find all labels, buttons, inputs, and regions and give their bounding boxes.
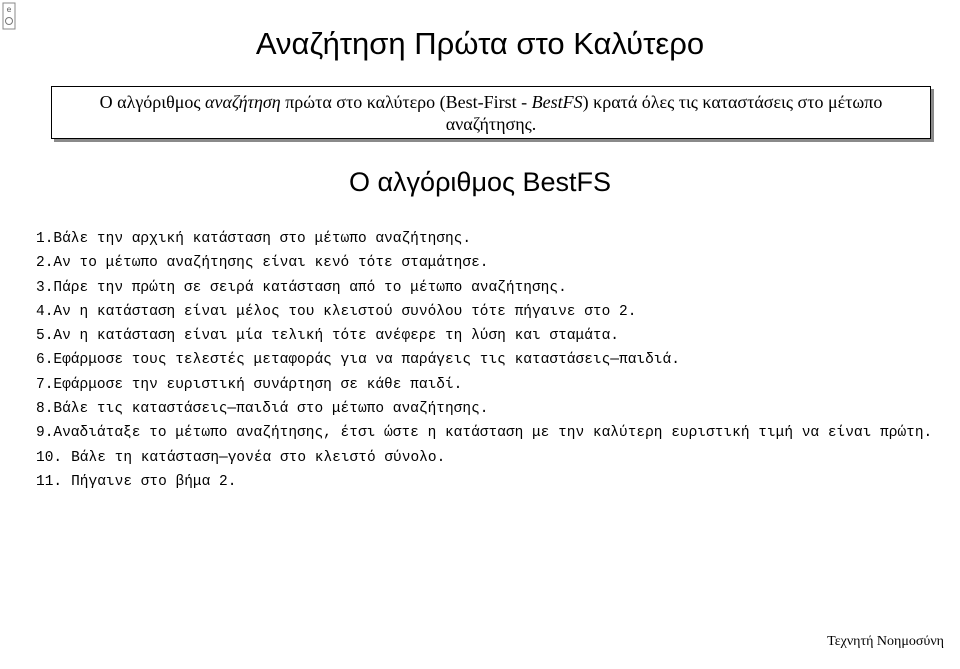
step-number: 10.: [36, 449, 63, 466]
intro-text-1: Ο αλγόριθμος: [99, 92, 205, 112]
step-number: 2.: [36, 255, 54, 272]
algorithm-heading: Ο αλγόριθμος BestFS: [348, 167, 612, 197]
step-number: 11.: [36, 473, 63, 490]
list-item: [36, 421, 950, 445]
list-item: [36, 446, 950, 470]
list-item: [36, 373, 950, 397]
list-item: [36, 397, 950, 421]
step-text: Βάλε τις καταστάσεις—παιδιά στο μέτωπο αναζήτησης.: [53, 401, 489, 418]
intro-text-2: αναζήτηση: [205, 92, 281, 112]
intro-text-4: BestFS: [531, 92, 583, 112]
footer-course-name: Τεχνητή Νοημοσύνη: [827, 634, 944, 649]
list-item: [36, 276, 950, 300]
step-number: 7.: [36, 376, 54, 393]
step-number: 6.: [36, 352, 54, 369]
step-text: Αν η κατάσταση είναι μία τελική τότε ανέφερε τη λύση και σταμάτα.: [53, 328, 619, 345]
step-text: Βάλε τη κατάσταση—γονέα στο κλειστό σύνολο.: [71, 449, 446, 466]
svg-text:e: e: [6, 5, 12, 14]
step-text: Βάλε την αρχική κατάσταση στο μέτωπο αναζήτησης.: [53, 231, 472, 247]
slide-title: Αναζήτηση Πρώτα στο Καλύτερο: [255, 26, 705, 61]
step-text: Αν το μέτωπο αναζήτησης είναι κενό τότε σταμάτησε.: [53, 255, 489, 272]
step-text: Αναδιάταξε το μέτωπο αναζήτησης, έτσι ώστε η κατάσταση με την καλύτερη ευριστική τιμή να είναι πρώτη.: [53, 425, 933, 442]
list-item: [36, 470, 950, 494]
intro-text-5: ) κρατά όλες τις καταστάσεις στο μέτωπο αναζήτησης.: [445, 92, 883, 134]
step-number: 9.: [36, 425, 54, 442]
list-item: [36, 324, 950, 348]
algorithm-steps-list: [36, 227, 950, 494]
intro-text-3: πρώτα στο καλύτερο (Best-First -: [280, 92, 532, 112]
intro-box: [51, 86, 931, 139]
step-number: 4.: [36, 303, 54, 320]
step-number: 1.: [36, 231, 54, 247]
list-item: [36, 300, 950, 324]
list-item: [36, 348, 950, 372]
list-item: [36, 251, 950, 275]
list-item: [36, 227, 950, 251]
step-text: Αν η κατάσταση είναι μέλος του κλειστού συνόλου τότε πήγαινε στο 2.: [53, 303, 637, 320]
step-number: 5.: [36, 328, 54, 345]
step-text: Εφάρμοσε τους τελεστές μεταφοράς για να παράγεις τις καταστάσεις—παιδιά.: [53, 352, 680, 369]
step-text: Εφάρμοσε την ευριστική συνάρτηση σε κάθε παιδί.: [53, 376, 463, 393]
step-number: 8.: [36, 401, 54, 418]
step-number: 3.: [36, 279, 54, 296]
step-text: Πάρε την πρώτη σε σειρά κατάσταση από το μέτωπο αναζήτησης.: [53, 279, 567, 296]
step-text: Πήγαινε στο βήμα 2.: [71, 473, 237, 490]
